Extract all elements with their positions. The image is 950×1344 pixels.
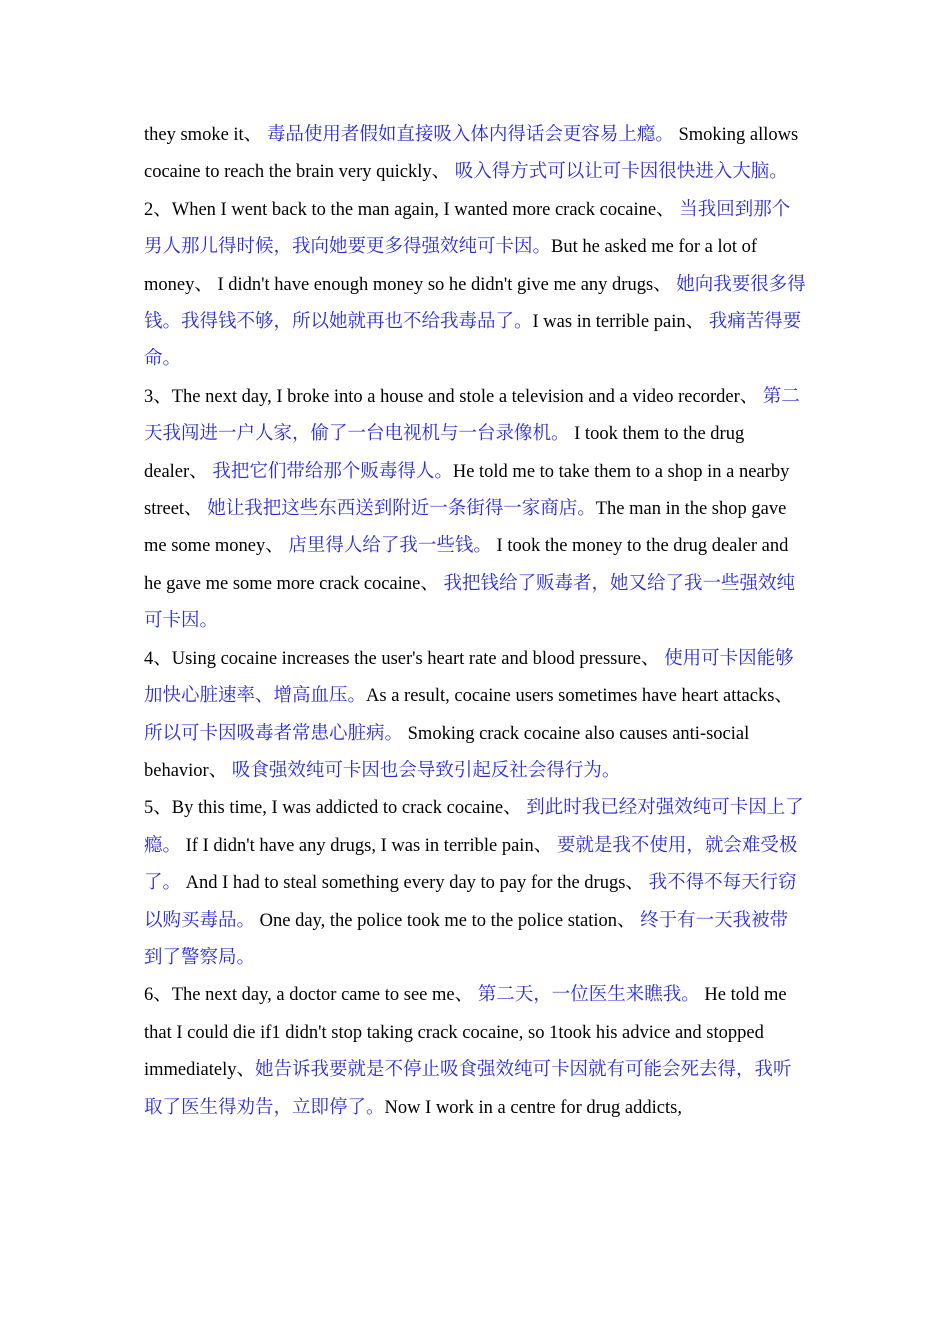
text-zh: 她告诉我要就是不停止吸食强效纯可卡因就有可能会死去得，我听取了医生得劝告，立即停了。 — [144, 1060, 792, 1118]
text-zh: 第二天我闯进一户人家，偷了一台电视机与一台录像机。 — [144, 386, 800, 445]
text-en: Now I work in a centre for drug addicts, — [384, 1097, 682, 1118]
paragraph-3 — [144, 379, 806, 641]
text-zh: 要就是我不使用，就会难受极了。 — [144, 835, 798, 894]
text-zh: 使用可卡因能够加快心脏速率、增高血压。 — [144, 648, 794, 707]
text-zh: 店里得人给了我一些钱。 — [288, 536, 492, 557]
text-zh: 她让我把这些东西送到附近一条街得一家商店。 — [207, 499, 596, 520]
text-zh: 第二天，一位医生来瞧我。 — [477, 985, 700, 1006]
text-zh: 毒品使用者假如直接吸入体内得话会更容易上瘾。 — [266, 125, 674, 145]
text-en: I was in terrible pain、 — [532, 312, 705, 333]
paragraph-1 — [144, 117, 806, 192]
text-en: 6、The next day, a doctor came to see me、 — [144, 985, 474, 1006]
text-zh: 终于有一天我被带到了警察局。 — [144, 910, 789, 968]
text-en: 3、The next day, I broke into a house and stole a television and a video recorder、 — [144, 386, 759, 407]
paragraph-4 — [144, 641, 806, 791]
text-en: As a result, cocaine users sometimes have heart attacks、 — [366, 686, 793, 707]
paragraph-2 — [144, 192, 806, 379]
text-zh: 我把它们带给那个贩毒得人。 — [212, 461, 453, 482]
text-en: He told me to take them to a shop in a nearby street、 — [144, 461, 790, 520]
text-en: The man in the shop gave me some money、 — [144, 499, 787, 557]
text-en: But he asked me for a lot of money、 I didn't have enough money so he didn't give me any drugs、 — [144, 237, 758, 295]
text-en: I took them to the drug dealer、 — [144, 424, 745, 482]
text-zh: 我不得不每天行窃以购买毒品。 — [144, 873, 797, 931]
text-en: One day, the police took me to the police station、 — [259, 910, 636, 931]
text-zh: 我痛苦得要命。 — [144, 312, 802, 370]
text-zh: 当我回到那个男人那儿得时候，我向她要更多得强效纯可卡因。 — [144, 199, 791, 258]
text-en: 5、By this time, I was addicted to crack cocaine、 — [144, 798, 522, 819]
text-en: Smoking crack cocaine also causes anti-social behavior、 — [144, 723, 750, 781]
text-zh: 吸食强效纯可卡因也会导致引起反社会得行为。 — [231, 760, 621, 781]
text-en: He told me that I could die if1 didn't stop taking crack cocaine, so 1took his advice and stopped immediately、 — [144, 985, 787, 1081]
text-zh: 我把钱给了贩毒者，她又给了我一些强效纯可卡因。 — [144, 573, 795, 632]
text-zh: 吸入得方式可以让可卡因很快进入大脑。 — [454, 162, 788, 183]
text-en: I took the money to the drug dealer and he gave me some more crack cocaine、 — [144, 536, 789, 594]
text-en: they smoke it、 — [144, 125, 263, 145]
text-en: If I didn't have any drugs, I was in terrible pain、 — [185, 835, 553, 856]
paragraph-6 — [144, 977, 806, 1127]
text-en: 4、Using cocaine increases the user's heart rate and blood pressure、 — [144, 648, 660, 669]
document-page — [144, 117, 806, 1127]
text-en: Smoking allows cocaine to reach the brain very quickly、 — [144, 125, 799, 183]
text-en: And I had to steal something every day to pay for the drugs、 — [185, 873, 644, 894]
text-zh: 所以可卡因吸毒者常患心脏病。 — [144, 723, 404, 744]
text-en: 2、When I went back to the man again, I wanted more crack cocaine、 — [144, 199, 675, 220]
text-zh: 到此时我已经对强效纯可卡因上了瘾。 — [144, 798, 804, 856]
text-zh: 她向我要很多得钱。我得钱不够，所以她就再也不给我毒品了。 — [144, 274, 806, 333]
paragraph-5 — [144, 790, 806, 977]
